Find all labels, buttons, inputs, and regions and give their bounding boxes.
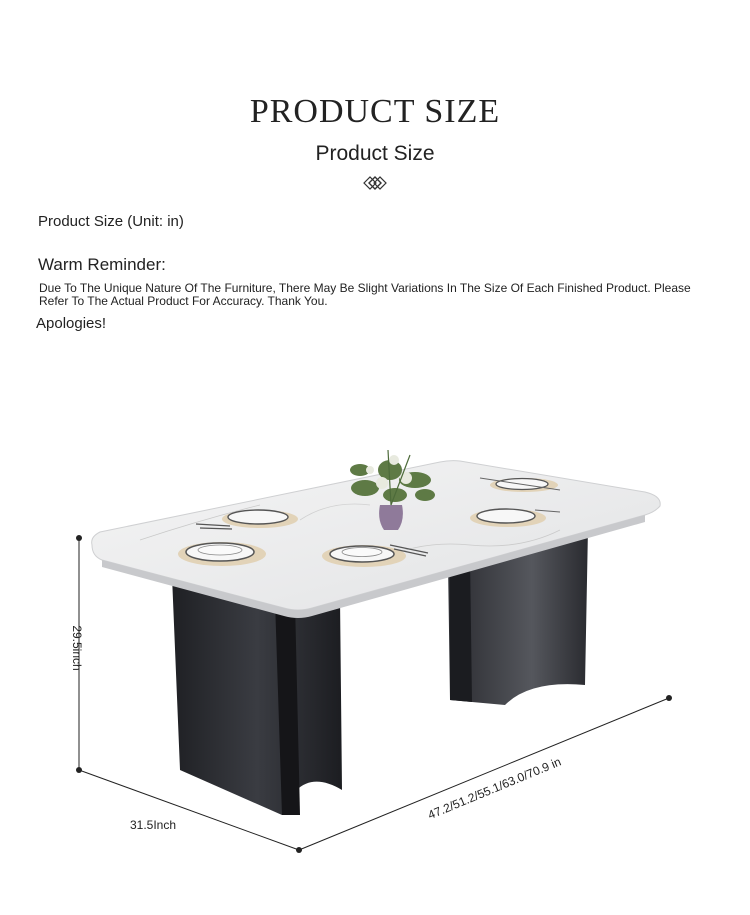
length-label: 47.2/51.2/55.1/63.0/70.9 in [425, 754, 564, 823]
size-unit-label: Product Size (Unit: in) [38, 213, 184, 230]
place-setting [178, 542, 266, 566]
page-subtitle: Product Size [315, 142, 435, 165]
reminder-text: Due To The Unique Nature Of The Furniture, There May Be Slight Variations In The Size Of Each Finished Product. Please Refer To The Actual Product For Accuracy. Thank You. [39, 281, 691, 308]
page-title: PRODUCT SIZE [249, 93, 501, 130]
width-label: 31.5Inch [129, 818, 177, 832]
place-setting [470, 509, 546, 527]
length-dimension-line [299, 695, 672, 850]
apologies-text: Apologies! [36, 315, 107, 332]
height-label: 29.5inch [70, 625, 84, 671]
reminder-heading: Warm Reminder: [38, 255, 166, 274]
place-setting [322, 545, 406, 567]
place-setting [222, 510, 298, 528]
